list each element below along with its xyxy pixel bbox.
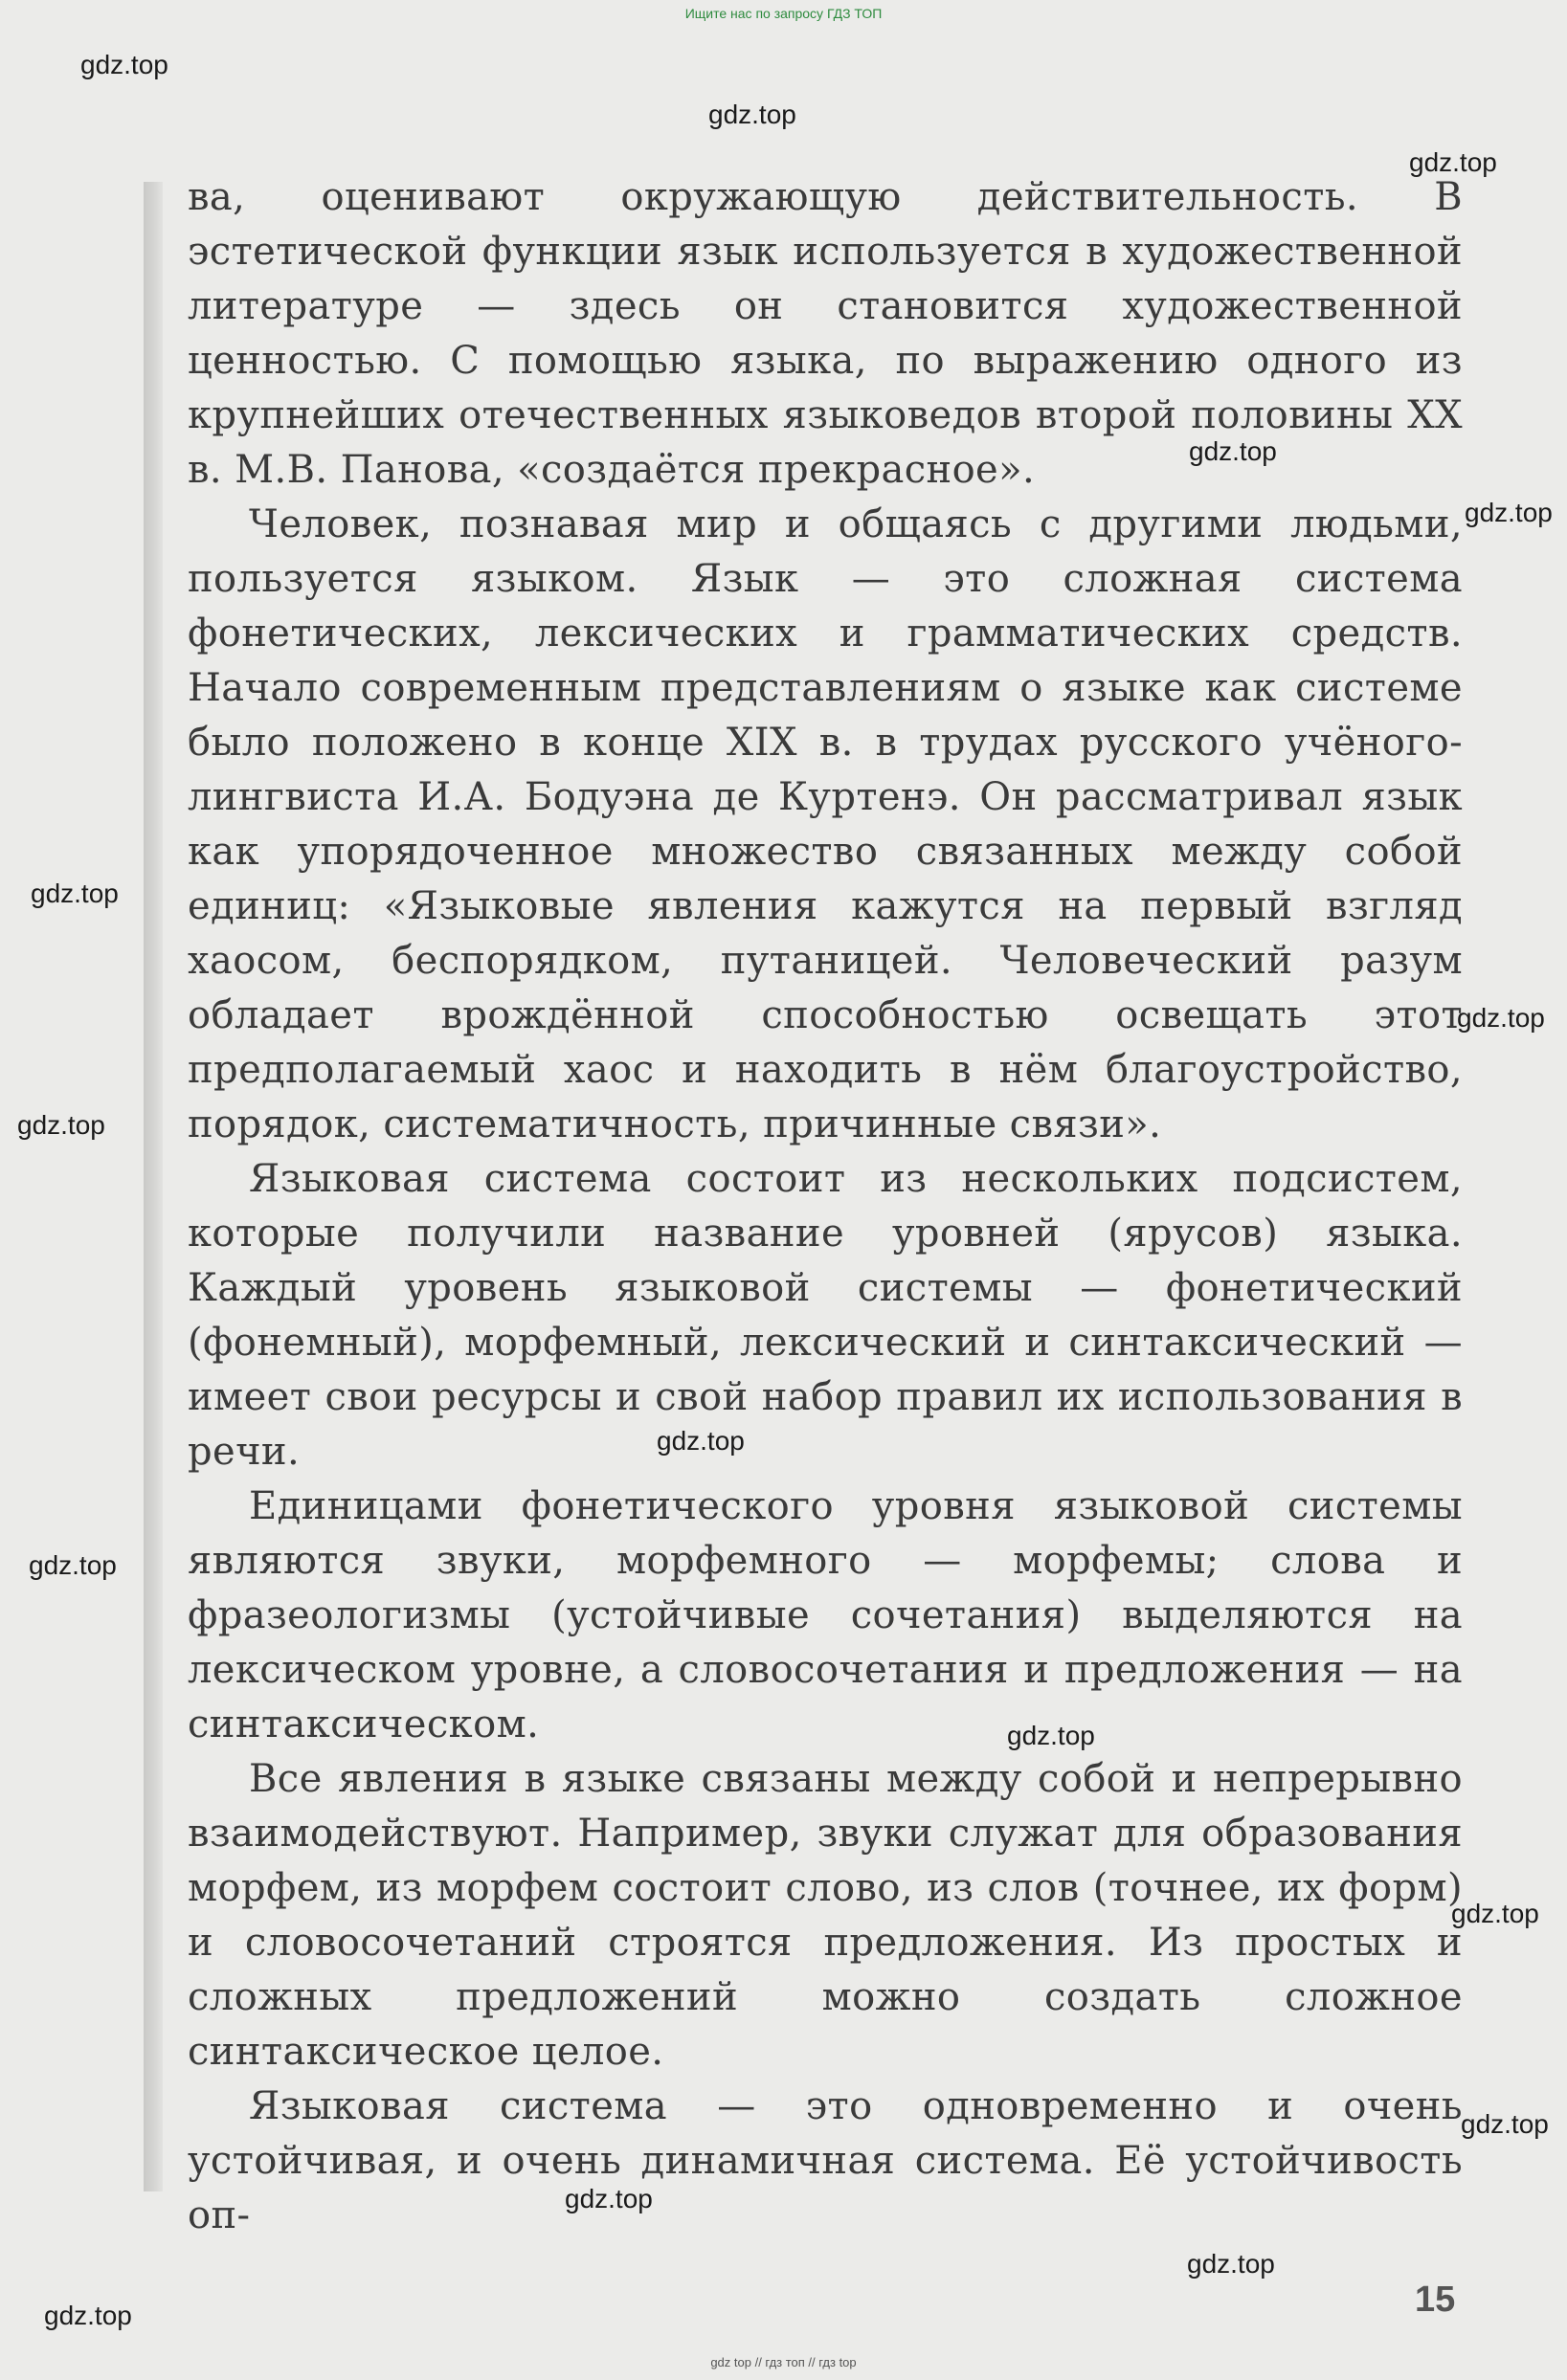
watermark: gdz.top xyxy=(31,879,119,908)
watermark: gdz.top xyxy=(565,2184,653,2213)
watermark: gdz.top xyxy=(1457,1003,1545,1033)
paragraph: Единицами фонетического уровня языковой системы являются звуки, морфемного — морфемы; слова и фразеологизмы (устойчивые сочетания) выделяются на лексическом уровне, а словосочетания и предложения — на синтаксическом. xyxy=(188,1484,1463,1746)
paragraph: Человек, познавая мир и общаясь с другими людьми, пользуется языком. Язык — это сложная система фонетических, лексических и грамматических средств. Начало современным представлениям о языке как системе было положено в конце XIX в. в трудах русского учёного-лингвиста И.А. Бодуэна де Куртенэ. Он рассматривал язык как упорядоченное множество связанных между собой единиц: «Языковые явления кажутся на первый взгляд хаосом, беспорядком, путаницей. Человеческий разум обладает врождённой способностью освещать этот предполагаемый хаос и находить в нём благоустройство, порядок, систематичность, причинные связи». xyxy=(188,502,1463,1146)
watermark: gdz.top xyxy=(1187,2249,1275,2279)
watermark: gdz.top xyxy=(1461,2109,1549,2139)
body-text xyxy=(188,170,1463,2243)
page-number: 15 xyxy=(1415,2280,1456,2320)
watermark: gdz.top xyxy=(1007,1721,1095,1750)
search-hint-banner: Ищите нас по запросу ГДЗ ТОП xyxy=(684,6,883,21)
paragraph: ва, оценивают окружающую действительность. В эстетической функции язык используется в художественной литературе — здесь он становится художественной ценностью. С помощью языка, по выражению одного из крупнейших отечественных языковедов второй половины XX в. М.В. Панова, «создаётся прекрасное». xyxy=(188,175,1463,492)
margin-bar xyxy=(144,182,163,2191)
watermark: gdz.top xyxy=(657,1426,745,1456)
watermark: gdz.top xyxy=(1409,147,1497,177)
watermark: gdz.top xyxy=(17,1110,105,1140)
watermark: gdz.top xyxy=(80,50,168,79)
watermark: gdz.top xyxy=(708,100,796,129)
watermark: gdz.top xyxy=(1465,498,1553,527)
watermark: gdz.top xyxy=(44,2301,132,2330)
watermark: gdz.top xyxy=(29,1550,117,1580)
watermark: gdz.top xyxy=(1189,436,1277,466)
watermark: gdz.top xyxy=(1451,1899,1539,1928)
paragraph: Все явления в языке связаны между собой и непрерывно взаимодействуют. Например, звуки служат для образования морфем, из морфем состоит слово, из слов (точнее, их форм) и словосочетаний строятся предложения. Из простых и сложных предложений можно создать сложное синтаксическое целое. xyxy=(188,1757,1463,2074)
footer-banner: gdz top // гдз топ // гдз top xyxy=(710,2355,857,2369)
paragraph: Языковая система состоит из нескольких подсистем, которые получили название уровней (ярусов) языка. Каждый уровень языковой системы — фонетический (фонемный), морфемный, лексический и синтаксический — имеет свои ресурсы и свой набор правил их использования в речи. xyxy=(188,1157,1463,1474)
paragraph: Языковая система — это одновременно и очень устойчивая, и очень динамичная система. Её устойчивость оп- xyxy=(188,2084,1463,2237)
